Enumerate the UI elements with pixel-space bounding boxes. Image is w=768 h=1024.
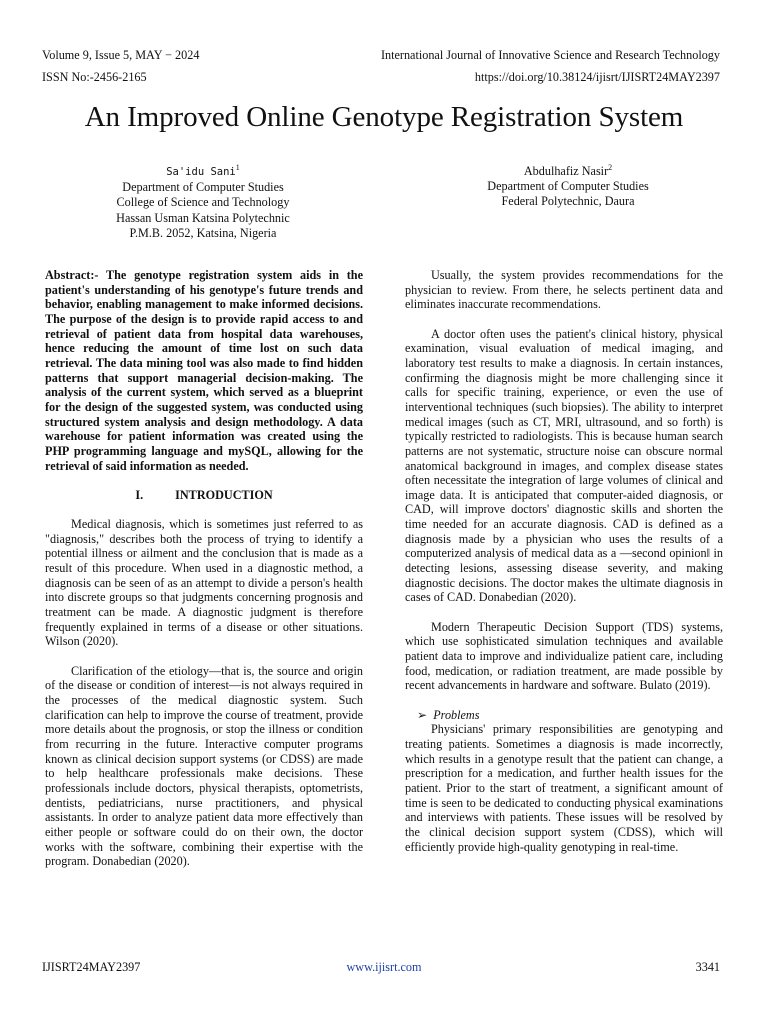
doi-link[interactable]: https://doi.org/10.38124/ijisrt/IJISRT24MAY2397: [474, 70, 720, 84]
author-affiliation: P.M.B. 2052, Katsina, Nigeria: [129, 225, 277, 240]
author-affiliation: Federal Polytechnic, Daura: [501, 194, 635, 209]
paper-title: An Improved Online Genotype Registration System: [84, 101, 684, 133]
journal-name: International Journal of Innovative Science and Research Technology: [380, 48, 720, 62]
author-block-1: [53, 164, 353, 241]
abstract: Abstract:- The genotype registration system aids in the patient's understanding of his genotype's future trends and behavior, enabling management to make informed decisions. The purpose of the design is to provide rapid access to and retrieval of patient data from hospital data warehouses, hence reducing the amount of time lost on such data retrieval. The data mining tool was also made to find hidden patterns that support managerial decision-making. The analysis of the current system, which served as a blueprint for the design of the suggested system, was conducted using structured system analysis and design methodology. A data warehouse for patient information was created using the PHP programming language and mySQL, allowing for the retrieval of said information as needed.: [45, 268, 363, 473]
left-column: [45, 268, 363, 884]
author-affiliation: Hassan Usman Katsina Polytechnic: [116, 210, 290, 225]
footer-website-link[interactable]: www.ijisrt.com: [346, 960, 422, 974]
body-paragraph: Modern Therapeutic Decision Support (TDS) systems, which use sophisticated simulation techniques and available patient data to improve and individualize patient care, including food, medication, or radiation treatment, are made possible by recent advancements in hardware and software. Bulato (2019).: [405, 619, 723, 693]
arrow-bullet-icon: ➢: [417, 707, 428, 722]
body-paragraph: Physicians' primary responsibilities are genotyping and treating patients. Sometimes a diagnosis is made incorrectly, which results in a genotype result that the patient can change, a prescription for a medication, and further health issues for the patient. Prior to the start of treatment, a significant amount of time is seen to be dedicated to conducting physical examinations and interviews with patients. These issues will be resolved by the clinical decision support system (CDSS), which will efficiently provide high-quality genotyping in real-time.: [405, 722, 723, 854]
body-paragraph: Usually, the system provides recommendations for the physician to review. From there, he selects pertinent data and eliminates inaccurate recommendations.: [405, 268, 723, 312]
author-affiliation: Department of Computer Studies: [122, 180, 284, 195]
author-affiliation: Department of Computer Studies: [487, 179, 649, 194]
subsection-heading: ➢ Problems: [417, 707, 480, 722]
volume-issue: Volume 9, Issue 5, MAY − 2024: [42, 48, 200, 62]
author-affiliation: College of Science and Technology: [116, 195, 290, 210]
issn: ISSN No:-2456-2165: [42, 70, 147, 84]
body-paragraph: A doctor often uses the patient's clinical history, physical examination, visual evaluation of medical imaging, and laboratory test results to make a diagnosis. In certain instances, confirming the diagnosis might be more challenging since it calls for specific training, experience, or even the use of interventional techniques (such biopsies). The ability to interpret medical images (such as CT, MRI, ultrasound, and so forth) is typically restricted to radiologists. This is because human search patterns are not systematic, structure noise can obscure normal anatomical background in images, and complex disease states often necessitate the integration of large volumes of clinical and image data. It is anticipated that computer-aided diagnosis, or CAD, will improve doctors' diagnostic skills and shorten the time needed for an accurate diagnosis. CAD is defined as a diagnosis made by a physician who uses the results of a computerized analysis of medical data as a ―second opinion‖ in detecting lesions, assessing disease severity, and making diagnostic decisions. The doctor makes the ultimate diagnosis in cases of CAD. Donabedian (2020).: [405, 326, 723, 605]
footer-article-id: IJISRT24MAY2397: [42, 960, 141, 974]
page-number: 3341: [695, 960, 720, 974]
section-heading: I. INTRODUCTION: [135, 487, 273, 502]
body-paragraph: Medical diagnosis, which is sometimes just referred to as "diagnosis," describes both the process of trying to identify a potential illness or ailment and the conclusion that is made as a result of this procedure. When used in a diagnostic method, a diagnosis can be seen of as an attempt to divide a person's health into discrete groups so that judgments concerning prognosis and treatment can be made. A diagnostic judgment is therefore frequently explained in terms of a disease or other situations. Wilson (2020).: [45, 517, 363, 649]
right-column: [405, 268, 723, 869]
author-block-2: [418, 164, 718, 210]
author-name: Sa'idu Sani$^1$: [166, 162, 240, 178]
author-name: Abdulhafiz Nasir$^2$: [523, 162, 613, 178]
body-paragraph: Clarification of the etiology―that is, the source and origin of the disease or condition of interest―is not always required in the processes of the medical diagnostic system. Such clarification can help to improve the course of treatment, provide more details about the prognosis, or stop the illness or condition from recurring in the future. Interactive computer programs known as clinical decision support systems (or CDSS) are made to help healthcare professionals make decisions. These professionals include doctors, physical therapists, optometrists, dentists, pediatricians, nurse practitioners, and physical assistants. In order to analyze patient data more effectively than either people or software could do on their own, the doctor works with the software, combining their expertise with the program. Donabedian (2020).: [45, 663, 363, 869]
